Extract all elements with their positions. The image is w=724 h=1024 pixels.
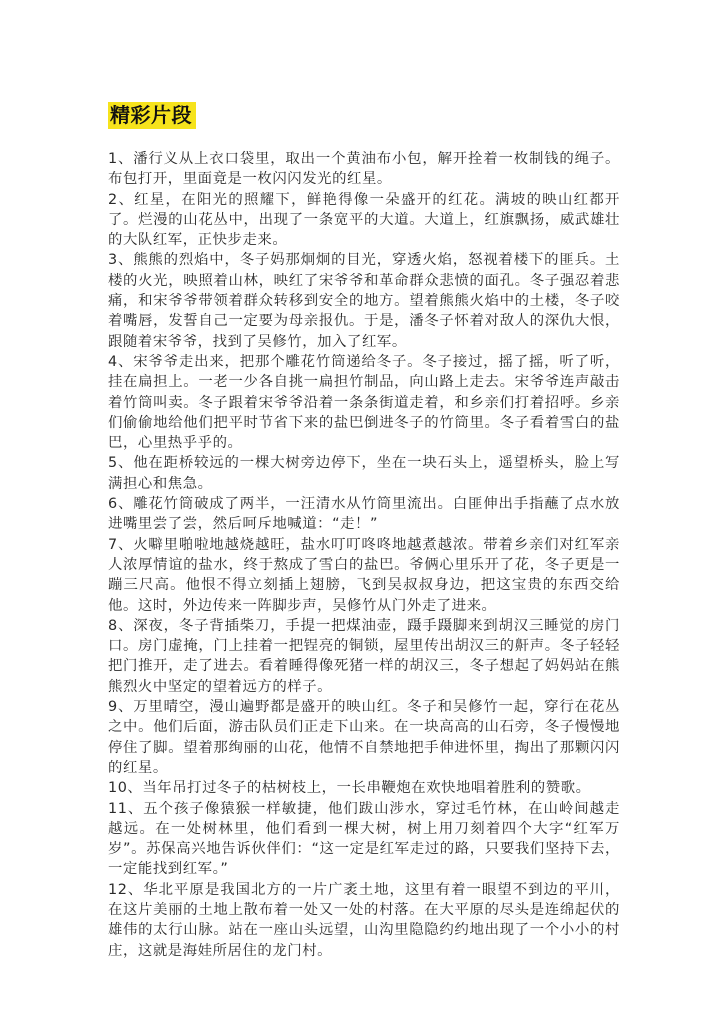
excerpt-paragraph-6: 6、雕花竹筒破成了两半，一汪清水从竹筒里流出。白匪伸出手指蘸了点水放进嘴里尝了尝，然后呵斥地喊道：“走！” [108, 496, 620, 533]
excerpt-paragraph-3: 3、熊熊的烈焰中，冬子妈那炯炯的目光，穿透火焰，怒视着楼下的匪兵。土楼的火光，映照着山林，映红了宋爷爷和革命群众悲愤的面孔。冬子强忍着悲痛，和宋爷爷带领着群众转移到安全的地方。望着熊熊火焰中的土楼，冬子咬着嘴唇，发誓自己一定要为母亲报仇。于是，潘冬子怀着对敌人的深仇大恨，跟随着宋爷爷，找到了吴修竹，加入了红军。 [108, 252, 620, 350]
excerpt-paragraph-1: 1、潘行义从上衣口袋里，取出一个黄油布小包，解开拴着一枚制钱的绳子。布包打开，里面竟是一枚闪闪发光的红星。 [108, 151, 620, 188]
excerpt-paragraph-8: 8、深夜，冬子背插柴刀，手提一把煤油壶，蹑手蹑脚来到胡汉三睡觉的房门口。房门虚掩，门上挂着一把锃亮的铜锁，屋里传出胡汉三的鼾声。冬子轻轻把门推开，走了进去。看着睡得像死猪一样的胡汉三，冬子想起了妈妈站在熊熊烈火中坚定的望着远方的样子。 [108, 617, 620, 695]
excerpt-paragraph-11: 11、五个孩子像猿猴一样敏捷，他们跋山涉水，穿过毛竹林，在山岭间越走越远。在一处树林里，他们看到一棵大树，树上用刀刻着四个大字“红军万岁”。苏保高兴地告诉伙伴们：“这一定是红军走过的路，只要我们坚持下去，一定能找到红军。” [108, 800, 620, 878]
excerpt-list [108, 149, 620, 961]
excerpt-paragraph-9: 9、万里晴空，漫山遍野都是盛开的映山红。冬子和吴修竹一起，穿行在花丛之中。他们后面，游击队员们正走下山来。在一块高高的山石旁，冬子慢慢地停住了脚。望着那绚丽的山花，他情不自禁地把手伸进怀里，掏出了那颗闪闪的红星。 [108, 699, 620, 776]
excerpt-paragraph-5: 5、他在距桥较远的一棵大树旁边停下，坐在一块石头上，遥望桥头，脸上写满担心和焦急。 [108, 455, 620, 492]
excerpt-paragraph-10: 10、当年吊打过冬子的枯树枝上，一长串鞭炮在欢快地唱着胜利的赞歌。 [108, 780, 591, 797]
excerpt-paragraph-2: 2、红星，在阳光的照耀下，鲜艳得像一朵盛开的红花。满坡的映山红都开了。烂漫的山花丛中，出现了一条宽平的大道。大道上，红旗飘扬，威武雄壮的大队红军，正快步走来。 [108, 191, 620, 249]
excerpt-paragraph-12: 12、华北平原是我国北方的一片广袤土地，这里有着一眼望不到边的平川，在这片美丽的土地上散布着一处又一处的村落。在大平原的尽头是连绵起伏的雄伟的太行山脉。站在一座山头远望，山沟里隐隐约约地出现了一个小小的村庄，这就是海娃所居住的龙门村。 [108, 881, 620, 959]
section-title-wrapper [108, 102, 196, 129]
excerpt-paragraph-7: 7、火噼里啪啦地越烧越旺，盐水叮叮咚咚地越煮越浓。带着乡亲们对红军亲人浓厚情谊的盐水，终于熬成了雪白的盐巴。爷俩心里乐开了花，冬子更是一蹦三尺高。他恨不得立刻插上翅膀，飞到吴叔叔身边，把这宝贵的东西交给他。这时，外边传来一阵脚步声，吴修竹从门外走了进来。 [108, 536, 620, 614]
excerpt-paragraph-4: 4、宋爷爷走出来，把那个雕花竹筒递给冬子。冬子接过，摇了摇，听了听，挂在扁担上。一老一少各自挑一扁担竹制品，向山路上走去。宋爷爷连声敲击着竹筒叫卖。冬子跟着宋爷爷沿着一条条街道走着，和乡亲们打着招呼。乡亲们偷偷地给他们把平时节省下来的盐巴倒进冬子的竹筒里。冬子看着雪白的盐巴，心里热乎乎的。 [108, 353, 620, 452]
section-title: 精彩片段 [108, 102, 196, 129]
